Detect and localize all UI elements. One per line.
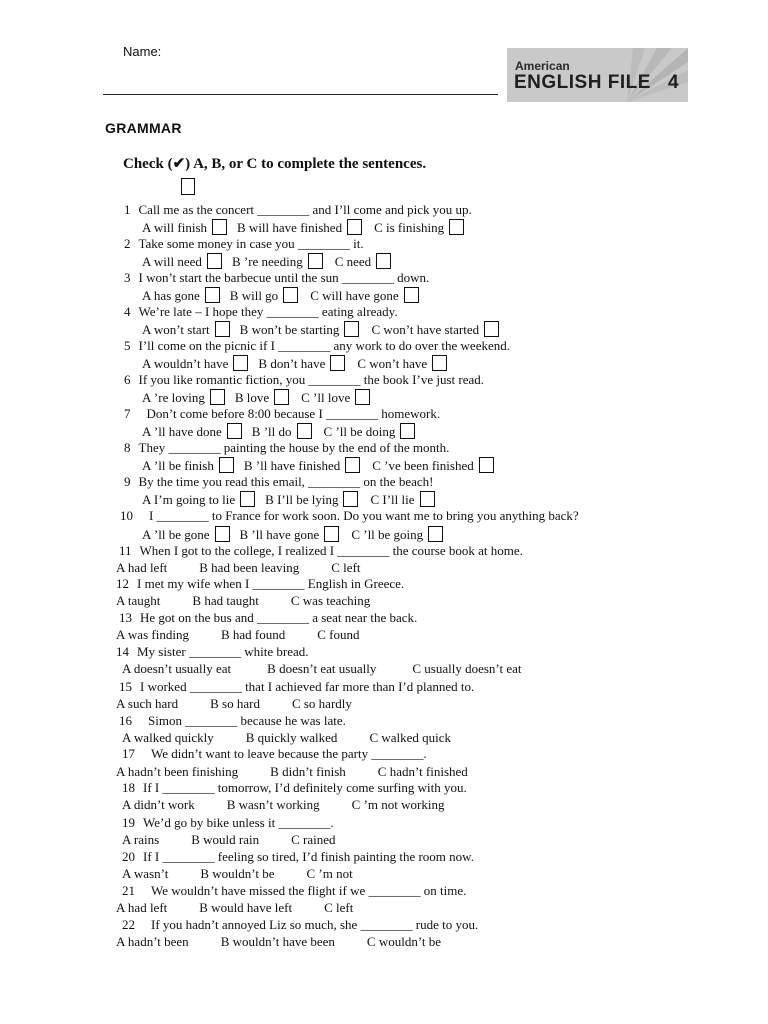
- question-number: 17: [122, 746, 135, 761]
- option-b-checkbox[interactable]: [297, 423, 312, 439]
- option-c-label[interactable]: C hadn’t finished: [377, 764, 468, 779]
- option-c-label[interactable]: C left: [331, 560, 361, 575]
- option-b-label[interactable]: B had found: [220, 627, 286, 642]
- option-b-label[interactable]: B so hard: [210, 696, 260, 711]
- option-c-label: C I’ll lie: [370, 492, 415, 507]
- question-12-options: [116, 593, 370, 609]
- question-2-options: [142, 253, 391, 270]
- question-22-options: [116, 934, 441, 950]
- option-a-label[interactable]: A walked quickly: [122, 730, 214, 745]
- question-number: 1: [124, 202, 131, 217]
- question-number: 13: [119, 610, 132, 625]
- option-a-label: A wouldn’t have: [142, 356, 229, 371]
- question-4-options: [142, 321, 499, 338]
- question-number: 2: [124, 236, 131, 251]
- option-c-label: C won’t have: [357, 356, 428, 371]
- question-8: [124, 440, 449, 456]
- option-a-checkbox[interactable]: [215, 526, 230, 542]
- question-number: 4: [124, 304, 131, 319]
- question-4: [124, 304, 398, 320]
- question-20-options: [122, 866, 353, 882]
- option-a-checkbox[interactable]: [210, 389, 225, 405]
- option-a-label[interactable]: A hadn’t been: [116, 934, 189, 949]
- publisher-logo: [507, 48, 688, 102]
- question-text: We’d go by bike unless it ________.: [143, 815, 334, 830]
- option-a-label: A will need: [142, 254, 202, 269]
- option-a-label[interactable]: A doesn’t usually eat: [122, 661, 232, 676]
- option-a-label: A ’ll be finish: [142, 458, 214, 473]
- option-a-label[interactable]: A was finding: [116, 627, 189, 642]
- question-text: When I got to the college, I realized I ________ the course book at home.: [139, 543, 523, 558]
- option-b-label[interactable]: B wouldn’t be: [200, 866, 275, 881]
- question-text: I ________ to France for work soon. Do you want me to bring you anything back?: [149, 508, 579, 523]
- option-c-label: C ’ve been finished: [372, 458, 474, 473]
- option-a-label: A ’ll be gone: [142, 527, 210, 542]
- option-a-label: A will finish: [142, 220, 208, 235]
- option-b-checkbox[interactable]: [274, 389, 289, 405]
- option-c-checkbox[interactable]: [449, 219, 464, 235]
- question-text: My sister ________ white bread.: [137, 644, 309, 659]
- question-7: [124, 406, 440, 422]
- option-a-checkbox[interactable]: [205, 287, 220, 303]
- option-a-label: A has gone: [142, 288, 200, 303]
- option-b-checkbox[interactable]: [344, 321, 359, 337]
- option-c-label[interactable]: C found: [317, 627, 360, 642]
- question-16: [119, 713, 346, 729]
- option-a-checkbox[interactable]: [240, 491, 255, 507]
- question-text: Don’t come before 8:00 because I ________ homework.: [146, 406, 441, 421]
- option-b-label[interactable]: B wouldn’t have been: [220, 934, 335, 949]
- option-a-label[interactable]: A taught: [116, 593, 161, 608]
- option-b-checkbox[interactable]: [283, 287, 298, 303]
- option-c-checkbox[interactable]: [432, 355, 447, 371]
- option-c-label[interactable]: C ’m not working: [351, 797, 445, 812]
- question-text: Call me as the concert ________ and I’ll come and pick you up.: [138, 202, 472, 217]
- option-b-checkbox[interactable]: [343, 491, 358, 507]
- option-c-checkbox[interactable]: [400, 423, 415, 439]
- option-b-checkbox[interactable]: [347, 219, 362, 235]
- question-number: 22: [122, 917, 135, 932]
- section-heading: GRAMMAR: [105, 120, 182, 136]
- question-number: 5: [124, 338, 131, 353]
- option-c-label[interactable]: C rained: [291, 832, 336, 847]
- option-c-label[interactable]: C ’m not: [306, 866, 353, 881]
- question-13: [119, 610, 417, 626]
- question-5-options: [142, 355, 447, 372]
- question-19-options: [122, 832, 336, 848]
- question-text: I met my wife when I ________ English in Greece.: [137, 576, 405, 591]
- question-text: Take some money in case you ________ it.: [138, 236, 364, 251]
- question-number: 11: [119, 543, 132, 558]
- question-text: If you like romantic fiction, you ________ the book I’ve just read.: [138, 372, 485, 387]
- question-text: We wouldn’t have missed the flight if we ________ on time.: [151, 883, 467, 898]
- option-b-label: B will go: [229, 288, 279, 303]
- option-a-label: A ’re loving: [142, 390, 205, 405]
- question-number: 8: [124, 440, 131, 455]
- option-a-label[interactable]: A didn’t work: [122, 797, 195, 812]
- question-14: [116, 644, 309, 660]
- name-field-line[interactable]: [103, 94, 498, 95]
- question-15-options: [116, 696, 352, 712]
- question-number: 15: [119, 679, 132, 694]
- option-b-label: B ’re needing: [231, 254, 303, 269]
- option-c-label[interactable]: C so hardly: [291, 696, 352, 711]
- option-a-label[interactable]: A had left: [116, 560, 168, 575]
- question-text: He got on the bus and ________ a seat near the back.: [140, 610, 418, 625]
- question-22: [122, 917, 478, 933]
- option-b-checkbox[interactable]: [324, 526, 339, 542]
- question-number: 19: [122, 815, 135, 830]
- option-b-label[interactable]: B had been leaving: [199, 560, 300, 575]
- question-text: If I ________ tomorrow, I’d definitely come surfing with you.: [143, 780, 467, 795]
- question-10-options: [142, 526, 443, 543]
- question-15: [119, 679, 474, 695]
- question-number: 10: [120, 508, 133, 523]
- question-17: [122, 746, 427, 762]
- question-text: By the time you read this email, ________ on the beach!: [138, 474, 434, 489]
- question-text: If I ________ feeling so tired, I’d finish painting the room now.: [143, 849, 474, 864]
- option-a-checkbox[interactable]: [212, 219, 227, 235]
- option-a-checkbox[interactable]: [227, 423, 242, 439]
- question-21-options: [116, 900, 353, 916]
- question-text: Simon ________ because he was late.: [148, 713, 346, 728]
- question-8-options: [142, 457, 494, 474]
- option-a-label[interactable]: A such hard: [116, 696, 179, 711]
- question-6-options: [142, 389, 370, 406]
- option-b-label: B will have finished: [237, 220, 343, 235]
- question-text: I’ll come on the picnic if I ________ any work to do over the weekend.: [138, 338, 510, 353]
- option-a-checkbox[interactable]: [207, 253, 222, 269]
- option-c-label: C need: [334, 254, 372, 269]
- example-checkbox: [181, 178, 195, 195]
- question-text: They ________ painting the house by the end of the month.: [138, 440, 450, 455]
- option-a-checkbox[interactable]: [233, 355, 248, 371]
- option-c-label[interactable]: C wouldn’t be: [366, 934, 442, 949]
- question-6: [124, 372, 484, 388]
- option-c-label: C ’ll be doing: [323, 424, 396, 439]
- logo-level: 4: [668, 72, 679, 93]
- option-b-label[interactable]: B wasn’t working: [226, 797, 320, 812]
- question-number: 6: [124, 372, 131, 387]
- question-9-options: [142, 491, 435, 508]
- question-9: [124, 474, 433, 490]
- logo-line1: American: [515, 59, 570, 73]
- option-a-label: A won’t start: [142, 322, 210, 337]
- question-2: [124, 236, 364, 252]
- question-14-options: [122, 661, 522, 677]
- question-1-options: [142, 219, 464, 236]
- name-label: Name:: [123, 44, 162, 59]
- question-11: [119, 543, 523, 559]
- question-number: 14: [116, 644, 129, 659]
- option-b-label: B won’t be starting: [239, 322, 340, 337]
- option-a-checkbox[interactable]: [219, 457, 234, 473]
- option-c-label: C ’ll be going: [351, 527, 424, 542]
- option-b-label[interactable]: B doesn’t eat usually: [267, 661, 377, 676]
- question-3-options: [142, 287, 419, 304]
- option-c-checkbox[interactable]: [376, 253, 391, 269]
- option-c-checkbox[interactable]: [484, 321, 499, 337]
- instruction-text: Check (✔) A, B, or C to complete the sentences.: [123, 156, 427, 172]
- question-19: [122, 815, 334, 831]
- question-17-options: [116, 764, 468, 780]
- question-text: I worked ________ that I achieved far more than I’d planned to.: [140, 679, 475, 694]
- option-a-label[interactable]: A wasn’t: [122, 866, 169, 881]
- option-c-label: C will have gone: [310, 288, 399, 303]
- question-number: 7: [124, 406, 131, 421]
- option-b-label[interactable]: B quickly walked: [245, 730, 338, 745]
- question-21: [122, 883, 466, 899]
- option-b-label[interactable]: B would have left: [199, 900, 293, 915]
- option-c-checkbox[interactable]: [479, 457, 494, 473]
- question-11-options: [116, 560, 361, 576]
- option-b-checkbox[interactable]: [345, 457, 360, 473]
- option-b-label: B ’ll have gone: [239, 527, 320, 542]
- option-c-label: C won’t have started: [371, 322, 480, 337]
- question-18: [122, 780, 467, 796]
- option-c-label[interactable]: C left: [324, 900, 354, 915]
- option-b-label: B ’ll have finished: [243, 458, 341, 473]
- question-number: 3: [124, 270, 131, 285]
- logo-line2: ENGLISH FILE: [514, 72, 651, 93]
- question-number: 20: [122, 849, 135, 864]
- question-5: [124, 338, 510, 354]
- option-c-checkbox[interactable]: [404, 287, 419, 303]
- option-a-label: A ’ll have done: [142, 424, 222, 439]
- option-c-checkbox[interactable]: [420, 491, 435, 507]
- question-20: [122, 849, 474, 865]
- question-1: [124, 202, 472, 218]
- question-13-options: [116, 627, 359, 643]
- question-number: 12: [116, 576, 129, 591]
- option-a-label[interactable]: A had left: [116, 900, 168, 915]
- question-7-options: [142, 423, 415, 440]
- option-a-label: A I’m going to lie: [142, 492, 236, 507]
- question-number: 9: [124, 474, 131, 489]
- option-c-label[interactable]: C usually doesn’t eat: [412, 661, 522, 676]
- question-18-options: [122, 797, 444, 813]
- option-b-label: B ’ll do: [251, 424, 292, 439]
- question-16-options: [122, 730, 451, 746]
- question-12: [116, 576, 404, 592]
- option-b-label[interactable]: B had taught: [192, 593, 259, 608]
- option-b-checkbox[interactable]: [330, 355, 345, 371]
- option-b-label: B love: [234, 390, 270, 405]
- question-text: We’re late – I hope they ________ eating already.: [138, 304, 398, 319]
- question-text: I won’t start the barbecue until the sun ________ down.: [138, 270, 430, 285]
- option-a-label[interactable]: A hadn’t been finishing: [116, 764, 239, 779]
- option-b-label[interactable]: B didn’t finish: [270, 764, 346, 779]
- option-c-label: C ’ll love: [301, 390, 351, 405]
- option-c-checkbox[interactable]: [428, 526, 443, 542]
- question-10: [120, 508, 579, 524]
- question-text: We didn’t want to leave because the party ________.: [151, 746, 427, 761]
- question-number: 16: [119, 713, 132, 728]
- option-c-label[interactable]: C walked quick: [369, 730, 452, 745]
- option-b-label: B I’ll be lying: [265, 492, 339, 507]
- option-c-label[interactable]: C was teaching: [290, 593, 371, 608]
- option-b-label[interactable]: B would rain: [191, 832, 260, 847]
- option-b-label: B don’t have: [258, 356, 326, 371]
- question-text: If you hadn’t annoyed Liz so much, she ________ rude to you.: [151, 917, 479, 932]
- question-number: 21: [122, 883, 135, 898]
- question-number: 18: [122, 780, 135, 795]
- option-b-checkbox[interactable]: [308, 253, 323, 269]
- option-a-label[interactable]: A rains: [122, 832, 160, 847]
- option-c-checkbox[interactable]: [355, 389, 370, 405]
- option-c-label: C is finishing: [374, 220, 445, 235]
- question-3: [124, 270, 429, 286]
- option-a-checkbox[interactable]: [215, 321, 230, 337]
